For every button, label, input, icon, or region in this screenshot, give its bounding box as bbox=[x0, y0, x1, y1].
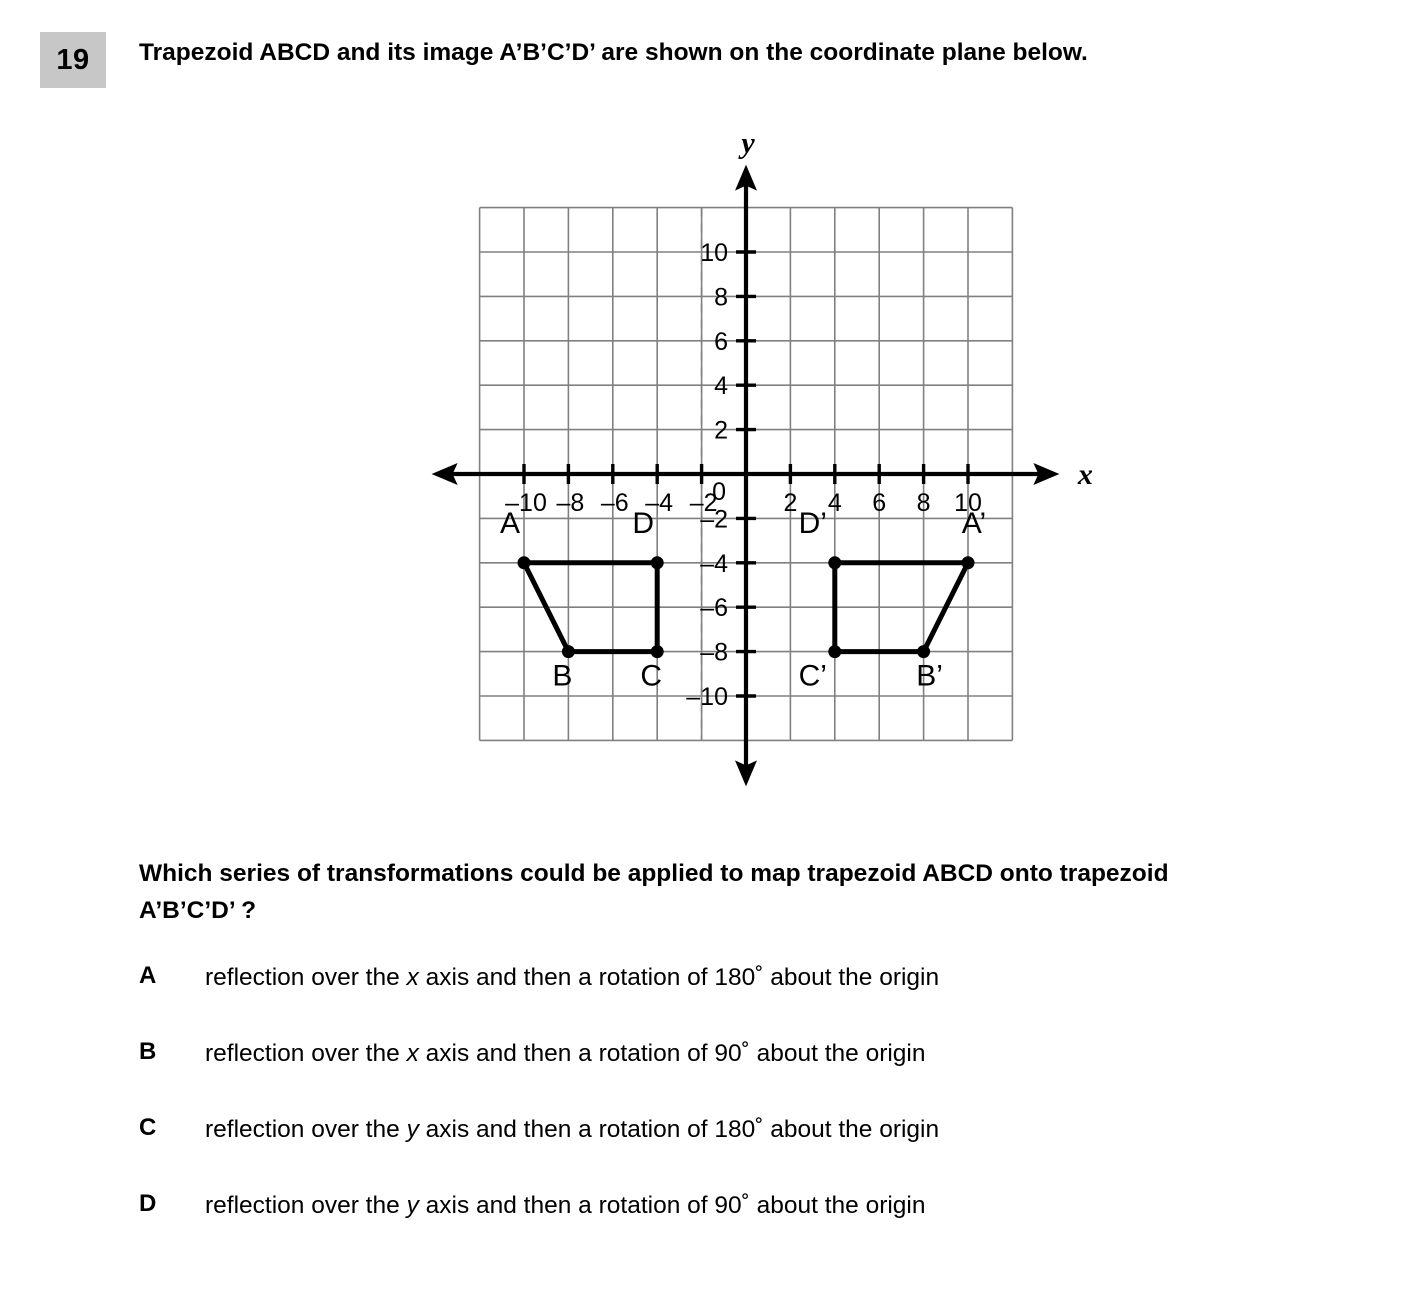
answer-choice-c[interactable] bbox=[0, 1114, 1424, 1190]
answer-choice-text bbox=[205, 1114, 1305, 1146]
axis-name-labels bbox=[738, 127, 1093, 491]
choice-axis-variable: y bbox=[406, 1116, 419, 1143]
y-tick-label: 4 bbox=[714, 372, 728, 401]
question-stem-text: Trapezoid ABCD and its image A’B’C’D’ are shown on the coordinate plane below. bbox=[139, 39, 1088, 66]
choice-text-post: axis and then a rotation of 180˚ about the origin bbox=[418, 964, 940, 991]
choice-text-pre: reflection over the bbox=[205, 1116, 407, 1143]
coordinate-plane-graph bbox=[410, 120, 1110, 820]
vertex-label: B’ bbox=[916, 659, 943, 693]
answer-choice-letter: A bbox=[139, 962, 157, 989]
x-tick-label: –2 bbox=[689, 489, 718, 517]
choice-text-pre: reflection over the bbox=[205, 1040, 407, 1067]
question-prompt-text: Which series of transformations could be applied to map trapezoid ABCD onto trapezoid A’B’C’D’ ? bbox=[139, 860, 1169, 924]
y-tick-label: –4 bbox=[700, 549, 728, 578]
vertex-label: D bbox=[632, 506, 655, 540]
x-tick-label: –8 bbox=[556, 489, 585, 517]
y-tick-label: –10 bbox=[686, 683, 728, 711]
x-tick-label: 2 bbox=[783, 489, 798, 517]
x-tick-label: 4 bbox=[827, 489, 842, 517]
answer-choices-list bbox=[0, 962, 1424, 1266]
vertex-point bbox=[917, 645, 930, 658]
vertex-point bbox=[651, 645, 664, 658]
x-tick-label: –4 bbox=[645, 489, 674, 517]
answer-choice-text bbox=[205, 1190, 1305, 1222]
vertex-point bbox=[828, 556, 841, 569]
answer-choice-d[interactable] bbox=[0, 1190, 1424, 1266]
vertex-label: B bbox=[552, 659, 573, 693]
y-tick-label: –8 bbox=[700, 638, 728, 667]
vertex-label: D’ bbox=[798, 506, 827, 540]
choice-text-pre: reflection over the bbox=[205, 1192, 407, 1219]
axes bbox=[432, 165, 1060, 787]
vertex-point bbox=[651, 556, 664, 569]
choice-text-post: axis and then a rotation of 90˚ about the origin bbox=[418, 1192, 926, 1219]
answer-choice-text bbox=[205, 1038, 1305, 1070]
choice-text-pre: reflection over the bbox=[205, 964, 407, 991]
y-axis-label: y bbox=[741, 126, 755, 160]
vertex-labels bbox=[500, 507, 986, 693]
vertex-point bbox=[828, 645, 841, 658]
answer-choice-b[interactable] bbox=[0, 1038, 1424, 1114]
x-tick-label: 6 bbox=[872, 489, 887, 517]
vertex-label: A bbox=[499, 506, 521, 540]
answer-choice-text bbox=[205, 962, 1305, 994]
answer-choice-letter: C bbox=[139, 1114, 157, 1141]
choice-text-post: axis and then a rotation of 90˚ about the origin bbox=[418, 1040, 926, 1067]
y-tick-label: 2 bbox=[714, 416, 728, 445]
coordinate-plane-svg bbox=[410, 120, 1110, 820]
vertex-point bbox=[518, 556, 531, 569]
vertex-point bbox=[962, 556, 975, 569]
x-tick-label: –6 bbox=[600, 489, 629, 517]
answer-choice-a[interactable] bbox=[0, 962, 1424, 1038]
question-header bbox=[0, 0, 1424, 120]
vertex-label: C bbox=[640, 659, 663, 693]
y-tick-label: –2 bbox=[700, 505, 728, 534]
y-tick-label: –6 bbox=[700, 594, 728, 623]
choice-axis-variable: x bbox=[406, 964, 419, 991]
vertex-point bbox=[562, 645, 575, 658]
x-tick-label: 8 bbox=[916, 489, 931, 517]
choice-axis-variable: x bbox=[406, 1040, 419, 1067]
answer-choice-letter: B bbox=[139, 1038, 157, 1065]
y-tick-label: 8 bbox=[714, 283, 728, 312]
choice-axis-variable: y bbox=[406, 1192, 419, 1219]
x-tick-label: –10 bbox=[505, 489, 547, 517]
figure-area bbox=[0, 120, 1424, 820]
y-tick-label: 6 bbox=[714, 327, 728, 356]
x-tick-label: 10 bbox=[954, 489, 982, 517]
question-number-badge: 19 bbox=[40, 32, 106, 88]
y-tick-label: 10 bbox=[700, 239, 728, 267]
vertex-label: C’ bbox=[798, 659, 827, 693]
vertex-label: A’ bbox=[961, 506, 987, 540]
x-axis-label: x bbox=[1077, 458, 1093, 491]
choice-text-post: axis and then a rotation of 180˚ about the origin bbox=[418, 1116, 940, 1143]
answer-choice-letter: D bbox=[139, 1190, 157, 1217]
origin-label: 0 bbox=[712, 478, 726, 506]
